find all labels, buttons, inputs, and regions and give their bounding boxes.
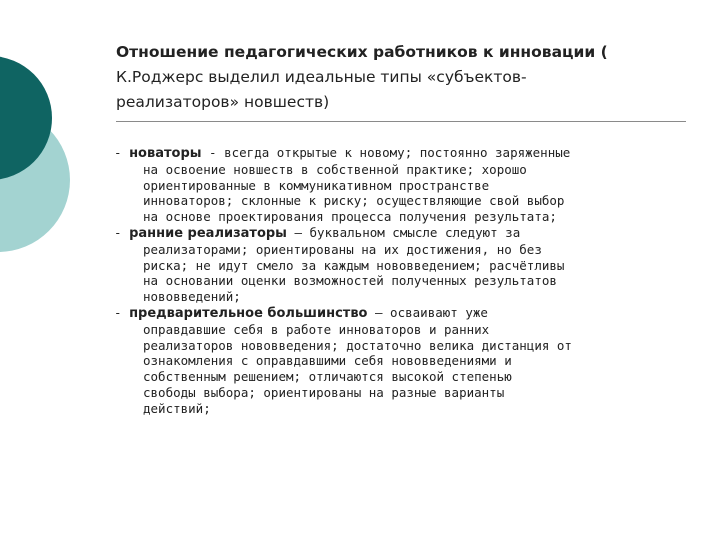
continuation-line: инноваторов; склонные к риску; осуществляющие свой выбор (143, 193, 565, 209)
term-innovators: новаторы (129, 146, 202, 161)
item-description: – буквальном смысле следуют за (286, 224, 521, 240)
continuation-line: ознакомления с оправдавшими себя нововведениями и (143, 353, 512, 369)
list-dash: - (114, 145, 130, 160)
decorative-circles-graphic (0, 0, 120, 300)
continuation-line: реализаторами; ориентированы на их достижения, но без (143, 241, 542, 257)
term-early-adopters: ранние реализаторы (129, 225, 287, 241)
term-early-majority: предварительное большинство (129, 305, 368, 321)
continuation-line: собственным решением; отличаются высокой степенью (143, 369, 512, 385)
continuation-line: нововведений; (143, 289, 241, 305)
continuation-line: на основе проектирования процесса получения результата; (143, 209, 557, 225)
list-dash: - (114, 224, 130, 240)
title-line-3: реализаторов» новшеств) (116, 93, 330, 111)
item-description: - всегда открытые к новому; постоянно заряженные (201, 145, 571, 160)
list-item-first-line (114, 225, 694, 242)
item-description: – осваивают уже (367, 304, 488, 320)
slide-body (114, 145, 694, 417)
decorative-circles (0, 0, 120, 300)
list-item-early-adopters (114, 225, 694, 305)
title-bold-line: Отношение педагогических работников к инновации ( (116, 43, 608, 61)
continuation-line: действий; (143, 400, 211, 416)
continuation-line: свободы выбора; ориентированы на разные варианты (143, 384, 505, 400)
continuation-line: на освоение новшеств в собственной практике; хорошо (143, 161, 527, 177)
list-dash: - (114, 304, 130, 320)
continuation-line: ориентированные в коммуникативном пространстве (143, 177, 490, 193)
continuation-line: реализаторов нововведения; достаточно велика дистанция от (143, 337, 572, 353)
list-item-first-line (114, 305, 694, 322)
list-item-first-line (114, 145, 694, 162)
continuation-line: оправдавшие себя в работе инноваторов и ранних (143, 321, 490, 337)
title-divider (116, 121, 686, 122)
list-item-early-majority (114, 305, 694, 417)
slide-title (116, 40, 696, 115)
title-line-2: К.Роджерс выделил идеальные типы «субъектов- (116, 68, 527, 86)
continuation-line: риска; не идут смело за каждым нововведением; расчётливы (143, 257, 565, 273)
continuation-line: на основании оценки возможностей полученных результатов (143, 273, 557, 289)
list-item-innovators (114, 145, 694, 225)
